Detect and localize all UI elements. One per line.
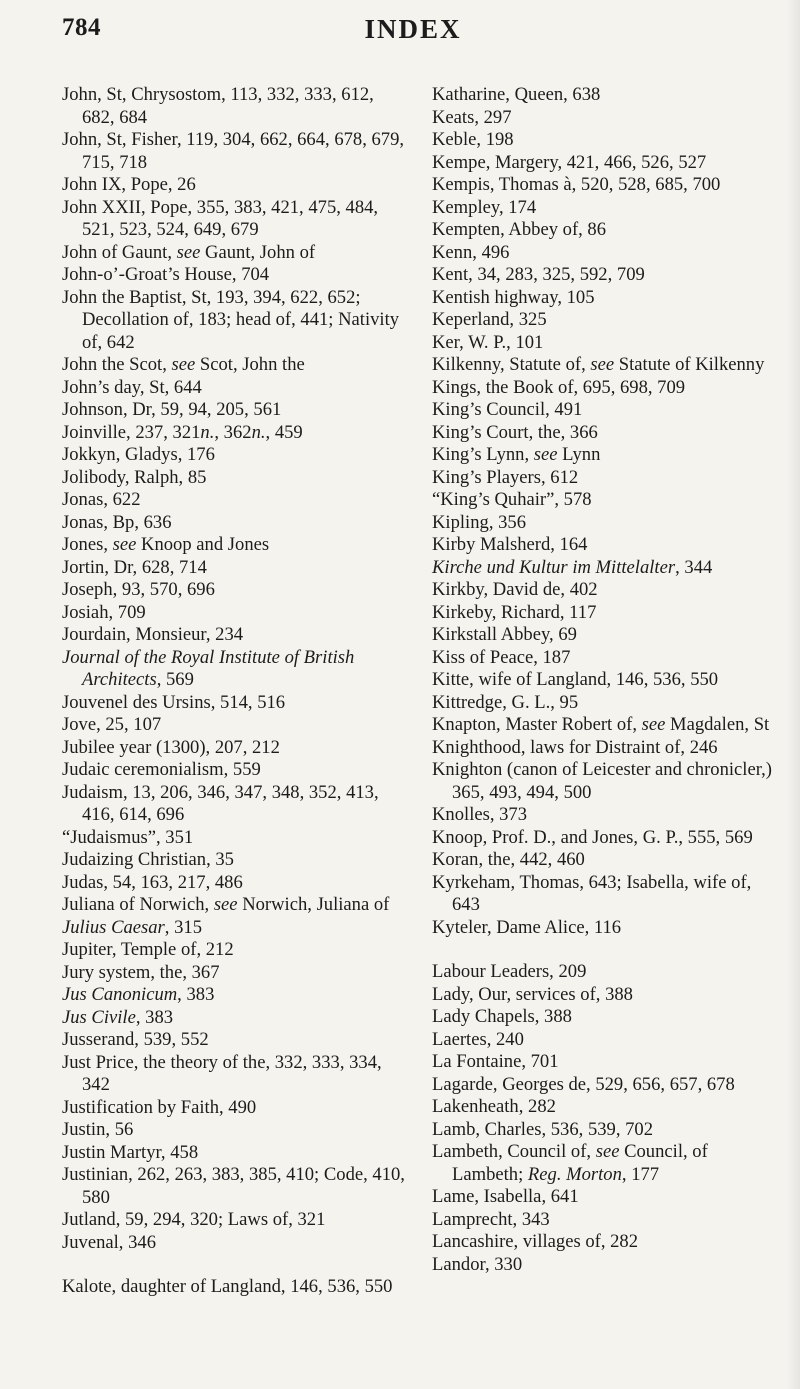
index-entry: Lakenheath, 282: [432, 1096, 556, 1117]
index-entry: Joseph, 93, 570, 696: [62, 579, 215, 600]
index-entry: Kent, 34, 283, 325, 592, 709: [432, 264, 645, 285]
index-column-right: [432, 84, 778, 1276]
index-entry: Kirche und Kultur im Mittelalter, 344: [432, 556, 713, 578]
index-entry: John, St, Fisher, 119, 304, 662, 664, 678, 679, 715, 718: [62, 129, 405, 173]
index-entry: Joinville, 237, 321n., 362n., 459: [62, 421, 303, 443]
index-entry: Juliana of Norwich, see Norwich, Juliana of: [62, 894, 390, 915]
index-entry: Kings, the Book of, 695, 698, 709: [432, 376, 686, 398]
index-entry: Keats, 297: [432, 106, 512, 128]
page-number: 784: [62, 14, 101, 41]
index-entry: Jury system, the, 367: [62, 961, 220, 983]
index-entry: John IX, Pope, 26: [62, 174, 196, 195]
index-entry: Jourdain, Monsieur, 234: [62, 624, 244, 645]
index-entry: Kenn, 496: [432, 241, 510, 263]
index-entry: Judaic ceremonialism, 559: [62, 759, 261, 780]
index-entry: Jouvenel des Ursins, 514, 516: [62, 691, 286, 713]
index-entry: Judas, 54, 163, 217, 486: [62, 871, 243, 893]
index-entry: Josiah, 709: [62, 601, 146, 623]
page-header: [62, 14, 764, 54]
index-entry: Knighthood, laws for Distraint of, 246: [432, 736, 718, 758]
index-entry: Jolibody, Ralph, 85: [62, 466, 207, 488]
index-entry: John the Baptist, St, 193, 394, 622, 652; Decollation of, 183; head of, 441; Nativity of, 642: [62, 286, 400, 353]
index-entry: Koran, the, 442, 460: [432, 849, 585, 870]
index-entry: Just Price, the theory of the, 332, 333, 334, 342: [62, 1051, 382, 1095]
index-entry: Lamb, Charles, 536, 539, 702: [432, 1118, 654, 1140]
index-entry: Johnson, Dr, 59, 94, 205, 561: [62, 399, 282, 420]
index-entry: Kitte, wife of Langland, 146, 536, 550: [432, 669, 719, 690]
index-entry: Justinian, 262, 263, 383, 385, 410; Code, 410, 580: [62, 1164, 405, 1208]
index-entry: Justin, 56: [62, 1119, 134, 1140]
page-edge-shadow: [786, 0, 800, 1389]
index-entry: Lame, Isabella, 641: [432, 1186, 579, 1207]
index-entry: Ker, W. P., 101: [432, 331, 544, 353]
index-entry: Jus Civile, 383: [62, 1006, 174, 1028]
index-entry: King’s Lynn, see Lynn: [432, 444, 601, 465]
index-entry: Justin Martyr, 458: [62, 1141, 199, 1163]
index-entry: Lagarde, Georges de, 529, 656, 657, 678: [432, 1073, 735, 1095]
index-entry: Laertes, 240: [432, 1028, 524, 1050]
index-entry: Kyrkeham, Thomas, 643; Isabella, wife of, 643: [432, 871, 752, 915]
index-entry: Kempten, Abbey of, 86: [432, 219, 607, 240]
index-entry: Landor, 330: [432, 1253, 523, 1275]
index-entry: “Judaismus”, 351: [62, 826, 194, 848]
index-entry: Keble, 198: [432, 129, 514, 150]
index-entry: Jove, 25, 107: [62, 714, 162, 735]
index-entry: Kirkeby, Richard, 117: [432, 601, 597, 623]
index-entry: Keperland, 325: [432, 309, 547, 330]
index-entry: Jonas, 622: [62, 489, 141, 510]
index-entry: Kempley, 174: [432, 196, 537, 218]
index-entry: “King’s Quhair”, 578: [432, 489, 592, 510]
index-entry: Lady Chapels, 388: [432, 1006, 572, 1027]
index-entry: Kirby Malsherd, 164: [432, 534, 588, 555]
index-entry: Julius Caesar, 315: [62, 916, 202, 938]
index-entry: Kentish highway, 105: [432, 286, 595, 308]
index-entry: Lady, Our, services of, 388: [432, 983, 633, 1005]
index-entry: Jupiter, Temple of, 212: [62, 939, 234, 960]
index-entry: Knighton (canon of Leicester and chronicler,) 365, 493, 494, 500: [432, 759, 772, 803]
index-entry: Jus Canonicum, 383: [62, 984, 215, 1005]
index-entry: Jones, see Knoop and Jones: [62, 534, 270, 555]
index-entry: Jutland, 59, 294, 320; Laws of, 321: [62, 1209, 326, 1230]
index-entry: Labour Leaders, 209: [432, 961, 587, 982]
index-entry: Jortin, Dr, 628, 714: [62, 556, 207, 578]
index-entry: Knoop, Prof. D., and Jones, G. P., 555, 569: [432, 826, 753, 848]
index-entry: Jonas, Bp, 636: [62, 511, 172, 533]
index-entry: Knolles, 373: [432, 804, 528, 825]
index-entry: Jokkyn, Gladys, 176: [62, 444, 215, 465]
index-entry: John XXII, Pope, 355, 383, 421, 475, 484, 521, 523, 524, 649, 679: [62, 196, 379, 240]
index-entry: Judaizing Christian, 35: [62, 849, 234, 870]
index-entry: Jusserand, 539, 552: [62, 1029, 209, 1050]
index-entry: Jubilee year (1300), 207, 212: [62, 736, 280, 758]
index-entry: Kirkstall Abbey, 69: [432, 624, 577, 645]
index-entry: Katharine, Queen, 638: [432, 84, 601, 105]
index-entry: Kyteler, Dame Alice, 116: [432, 916, 622, 938]
index-entry: Kempe, Margery, 421, 466, 526, 527: [432, 151, 707, 173]
index-entry: Justification by Faith, 490: [62, 1096, 257, 1118]
index-entry: Kilkenny, Statute of, see Statute of Kilkenny: [432, 354, 765, 375]
index-entry: John, St, Chrysostom, 113, 332, 333, 612, 682, 684: [62, 84, 374, 128]
index-entry: Kiss of Peace, 187: [432, 646, 571, 668]
index-entry: Kittredge, G. L., 95: [432, 691, 579, 713]
index-entry: John of Gaunt, see Gaunt, John of: [62, 241, 316, 263]
index-entry: King’s Players, 612: [432, 466, 579, 488]
index-entry: John’s day, St, 644: [62, 376, 202, 398]
index-entry: Journal of the Royal Institute of British Architects, 569: [62, 646, 355, 690]
index-entry: Judaism, 13, 206, 346, 347, 348, 352, 413, 416, 614, 696: [62, 781, 379, 825]
index-entry: Kipling, 356: [432, 511, 527, 533]
index-entry: John-o’-Groat’s House, 704: [62, 264, 270, 285]
index-entry: Knapton, Master Robert of, see Magdalen, St: [432, 714, 770, 735]
index-entry: Lamprecht, 343: [432, 1208, 550, 1230]
index-entry: Kalote, daughter of Langland, 146, 536, 550: [62, 1276, 393, 1297]
running-head: INDEX: [364, 14, 462, 44]
index-entry: Kirkby, David de, 402: [432, 579, 598, 600]
index-entry: King’s Court, the, 366: [432, 421, 598, 443]
index-entry: Lancashire, villages of, 282: [432, 1231, 639, 1252]
index-column-left: [62, 84, 408, 1299]
index-entry: John the Scot, see Scot, John the: [62, 354, 305, 375]
index-entry: Lambeth, Council of, see Council, of Lambeth; Reg. Morton, 177: [432, 1141, 708, 1185]
index-entry: Juvenal, 346: [62, 1231, 156, 1253]
index-entry: La Fontaine, 701: [432, 1051, 559, 1072]
index-entry: King’s Council, 491: [432, 399, 583, 420]
index-entry: Kempis, Thomas à, 520, 528, 685, 700: [432, 174, 721, 195]
